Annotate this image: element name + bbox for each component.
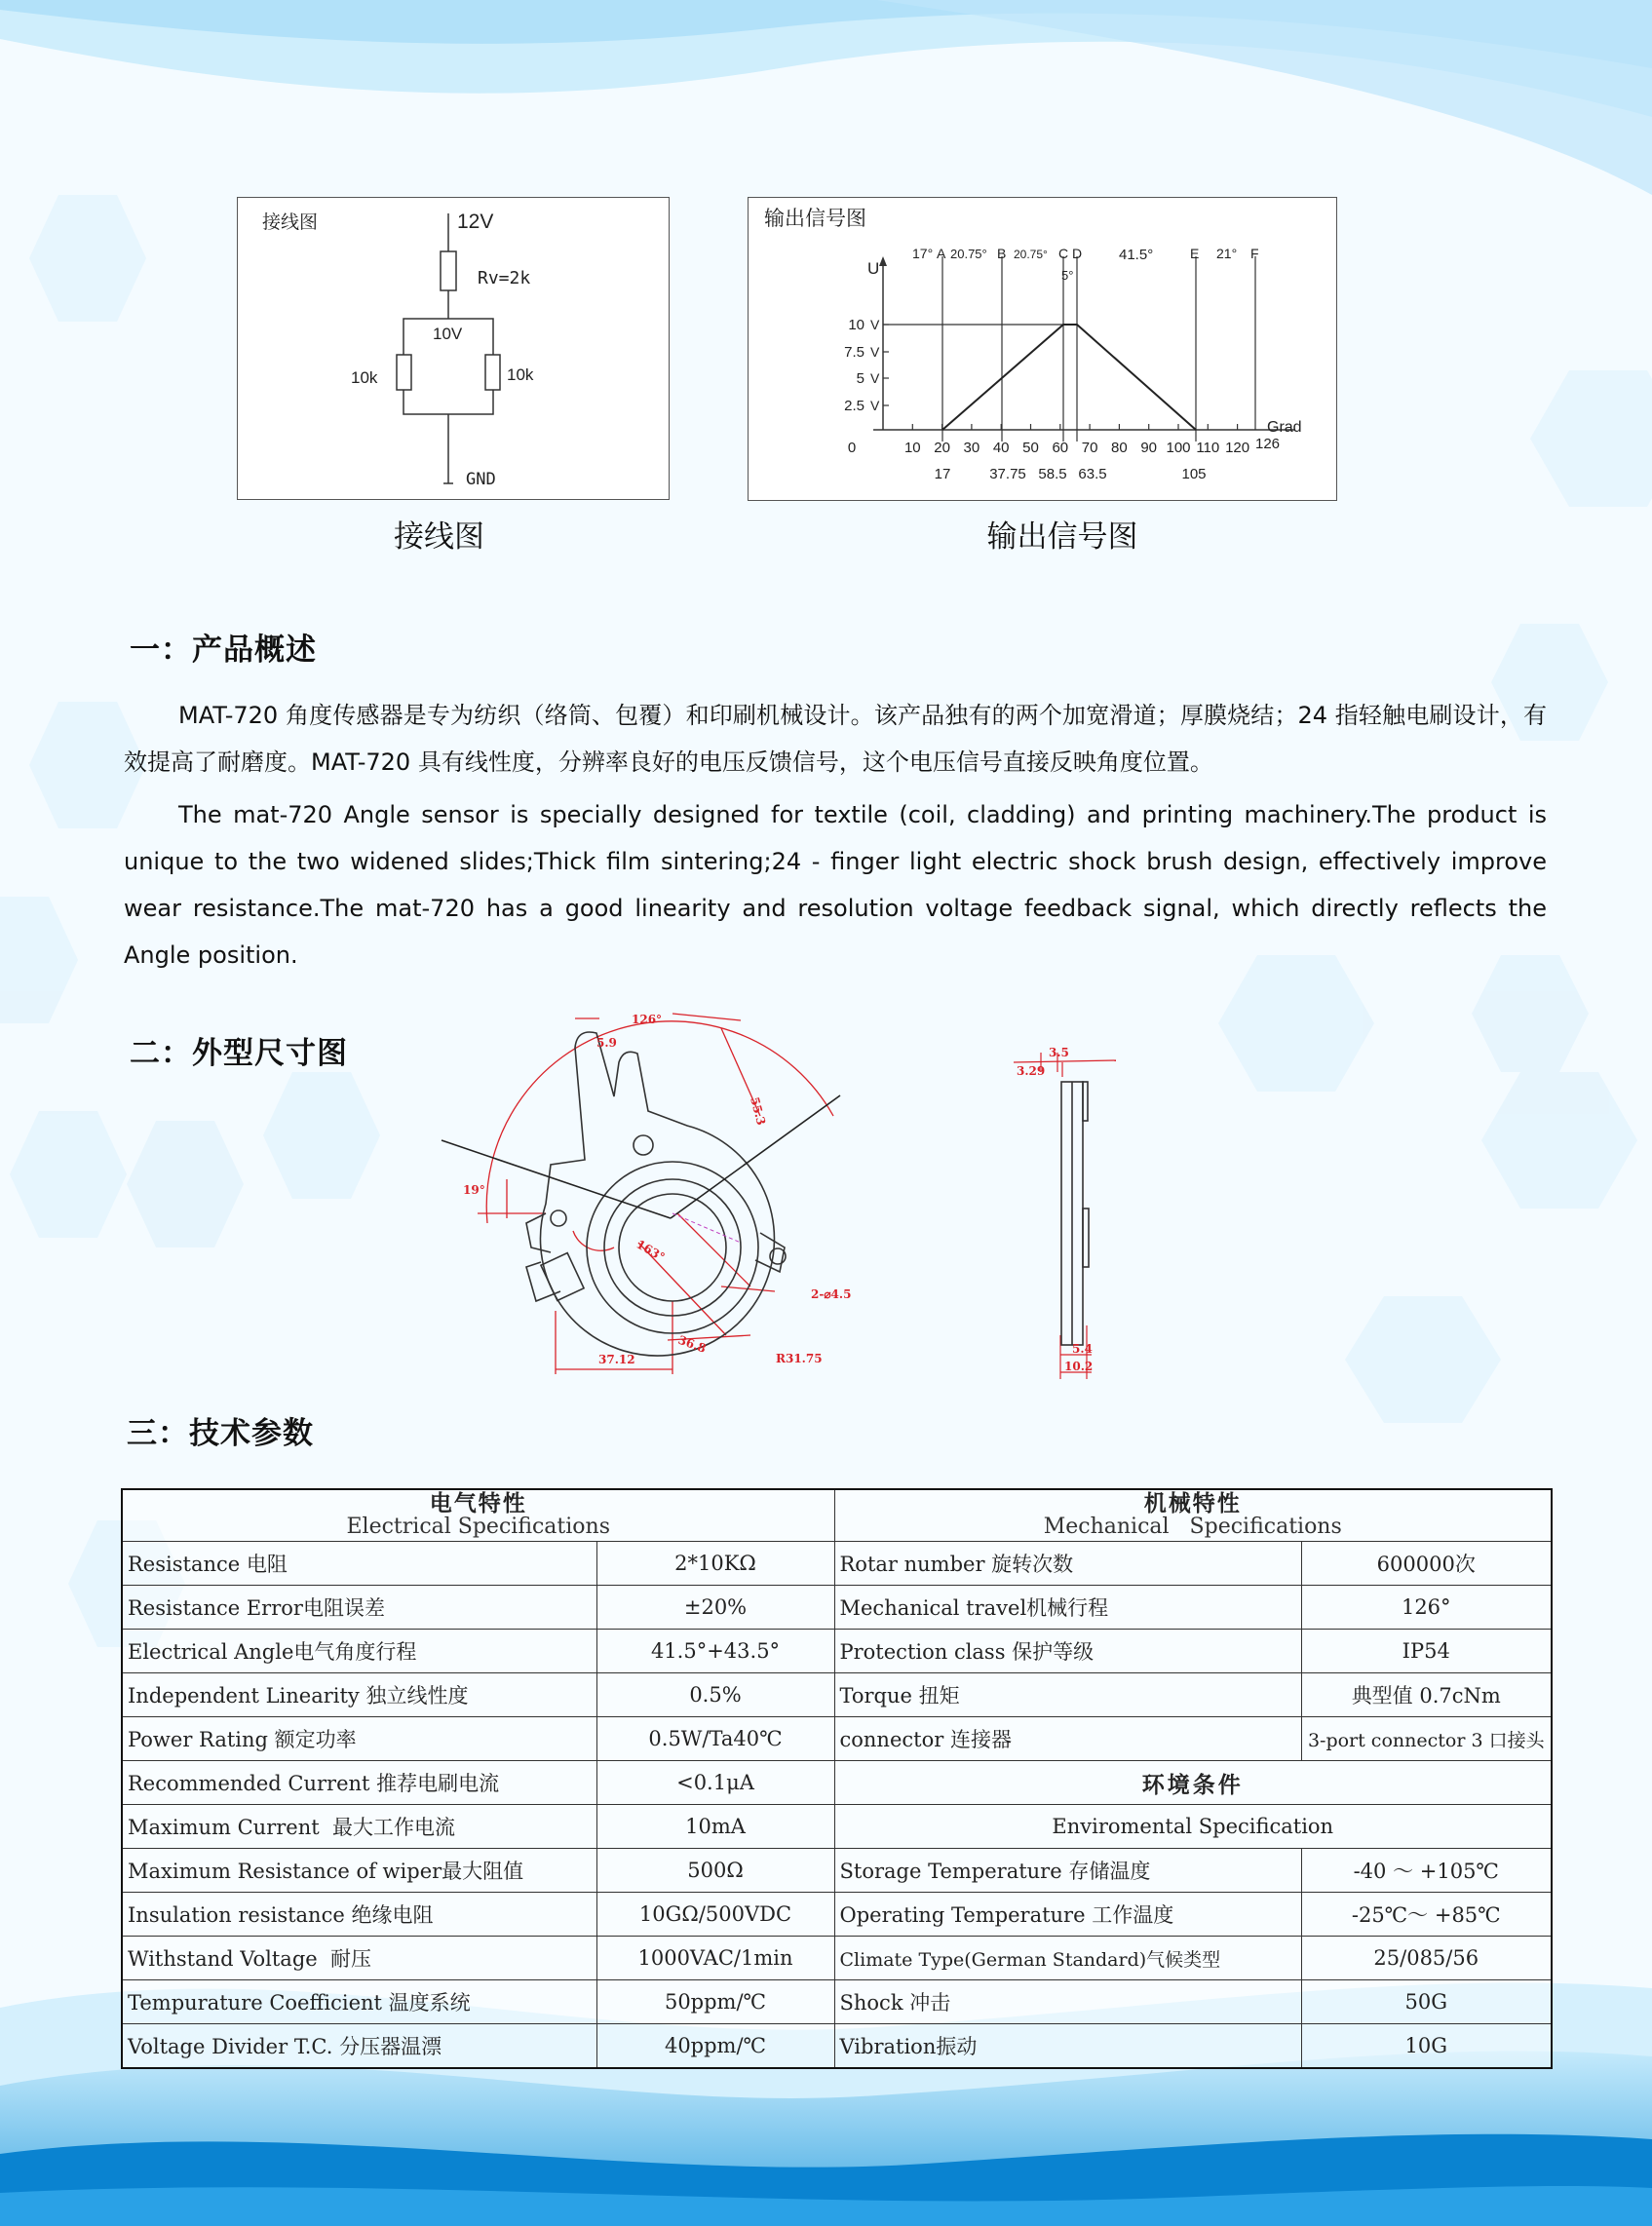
electrical-value: 1000VAC/1min xyxy=(596,1937,834,1980)
y-unit-5: V xyxy=(870,370,880,386)
y-tick-labels xyxy=(844,317,864,414)
section1-zh-text: MAT-720 角度传感器是专为纺织（络筒、包覆）和印刷机械设计。该产品独有的两个加宽滑道；厚膜烧结；24 指轻触电刷设计，有效提高了耐磨度。MAT-720 具有线性度，分辨率良好的电压反馈信号，这个电压信号直接反映角度位置。 xyxy=(124,702,1547,776)
dim-angle-top: 126° xyxy=(632,1013,663,1026)
environmental-label: Vibration振动 xyxy=(834,2024,1301,2069)
x-tick-100: 100 xyxy=(1166,440,1191,456)
section3-heading: 三：技术参数 xyxy=(127,1416,314,1451)
x-tick-60: 60 xyxy=(1052,440,1069,456)
mechanical-header-en: Mechanical Specifications xyxy=(1043,1515,1342,1539)
dim-angle-left: 19° xyxy=(463,1183,485,1197)
dim-radius-top: 55.3 xyxy=(748,1095,769,1128)
x-tick-70: 70 xyxy=(1081,440,1098,456)
side-dim-top: 3.5 xyxy=(1049,1046,1069,1059)
y-tick-10: 10 xyxy=(848,317,864,333)
side-dim-b1: 5.4 xyxy=(1072,1342,1093,1356)
mechanical-value: IP54 xyxy=(1301,1630,1552,1673)
electrical-label: Resistance 电阻 xyxy=(122,1542,596,1586)
x-tick-110: 110 xyxy=(1196,440,1220,456)
x-tick-0: 0 xyxy=(847,440,857,456)
label-a: A xyxy=(937,246,946,261)
x-tick-labels xyxy=(848,424,1249,456)
electrical-label: Recommended Current 推荐电刷电流 xyxy=(122,1761,596,1805)
environmental-value: 50G xyxy=(1301,1980,1552,2024)
table-row xyxy=(122,2024,1552,2069)
electrical-value: 500Ω xyxy=(596,1849,834,1893)
label-c: C xyxy=(1058,246,1069,261)
label-f: F xyxy=(1250,246,1259,261)
y-tick-5: 5 xyxy=(856,370,864,387)
mechanical-value: 典型值 0.7cNm xyxy=(1301,1673,1552,1717)
ground-label: GND xyxy=(466,470,496,489)
electrical-label: Withstand Voltage 耐压 xyxy=(122,1937,596,1980)
wiring-caption: 接线图 xyxy=(394,519,484,555)
y-unit-labels xyxy=(870,317,880,413)
signal-caption: 输出信号图 xyxy=(986,519,1138,555)
right-resistor-label: 10k xyxy=(507,365,534,384)
section2-heading: 二：外型尺寸图 xyxy=(130,1036,348,1071)
mechanical-label: Mechanical travel机械行程 xyxy=(834,1586,1301,1630)
table-row xyxy=(122,1630,1552,1673)
environmental-value: 10G xyxy=(1301,2024,1552,2069)
environmental-header-zh: 环境条件 xyxy=(834,1761,1552,1805)
y-tick-2-5: 2.5 xyxy=(844,398,864,414)
sensor-outline xyxy=(526,1032,786,1356)
table-row xyxy=(122,1673,1552,1717)
electrical-value: 40ppm/℃ xyxy=(596,2024,834,2069)
environmental-label: Storage Temperature 存储温度 xyxy=(834,1849,1301,1893)
environmental-value: 25/085/56 xyxy=(1301,1937,1552,1980)
marker-lines xyxy=(883,256,1255,441)
side-dimension-labels xyxy=(1017,1046,1093,1373)
side-dim-b2: 10.2 xyxy=(1064,1360,1094,1373)
wiring-box-title: 接线图 xyxy=(262,212,319,233)
dimension-drawing-side xyxy=(1014,1043,1121,1389)
section1-heading: 一：产品概述 xyxy=(130,633,317,668)
dim-radius: R31.75 xyxy=(776,1352,823,1365)
dimension-drawing-front xyxy=(429,1009,867,1384)
spec-table xyxy=(121,1488,1553,2069)
mechanical-label: Torque 扭矩 xyxy=(834,1673,1301,1717)
electrical-label: Independent Linearity 独立线性度 xyxy=(122,1673,596,1717)
signal-curve xyxy=(942,325,1196,430)
x-tick-20: 20 xyxy=(934,440,950,456)
mechanical-label: Protection class 保护等级 xyxy=(834,1630,1301,1673)
electrical-value: 41.5°+43.5° xyxy=(596,1630,834,1673)
label-a-angle: 17° xyxy=(912,246,934,261)
electrical-label: Maximum Resistance of wiper最大阻值 xyxy=(122,1849,596,1893)
electrical-value: 10GΩ/500VDC xyxy=(596,1893,834,1937)
left-resistor-label: 10k xyxy=(351,368,378,387)
y-unit-7-5: V xyxy=(870,344,880,360)
right-resistor xyxy=(485,355,500,390)
section1-en-text: The mat-720 Angle sensor is specially designed for textile (coil, cladding) and printing machinery.The product is unique to the two widened slides;Thick film sintering;24 - finger light electric shock brush design, effectively improve wear resistance.The mat-720 has a good linearity and resolution voltage feedback signal, which directly reflects the Angle position. xyxy=(124,801,1547,969)
mechanical-header-zh: 机械特性 xyxy=(1143,1490,1242,1516)
electrical-label: Tempurature Coefficient 温度系统 xyxy=(122,1980,596,2024)
environmental-value: -40 ～ +105℃ xyxy=(1301,1849,1552,1893)
x-tick-80: 80 xyxy=(1111,440,1128,456)
electrical-value: 50ppm/℃ xyxy=(596,1980,834,2024)
mark-37-75: 37.75 xyxy=(989,466,1026,482)
electrical-label: Resistance Error电阻误差 xyxy=(122,1586,596,1630)
section1-en-paragraph xyxy=(124,791,1547,979)
y-tick-7-5: 7.5 xyxy=(844,344,864,361)
output-signal-diagram xyxy=(748,197,1337,501)
dim-center: 36.8 xyxy=(675,1332,709,1356)
signal-below-marks xyxy=(935,466,1207,482)
signal-box-title: 输出信号图 xyxy=(764,208,866,230)
mechanical-label: connector 连接器 xyxy=(834,1717,1301,1761)
electrical-label: Voltage Divider T.C. 分压器温漂 xyxy=(122,2024,596,2069)
dim-width-bottom: 37.12 xyxy=(598,1353,635,1366)
mark-63-5: 63.5 xyxy=(1078,466,1107,482)
label-d: D xyxy=(1072,246,1083,261)
table-row xyxy=(122,1542,1552,1586)
mechanical-header xyxy=(834,1489,1552,1542)
table-row xyxy=(122,1937,1552,1980)
spec-header-row xyxy=(122,1489,1552,1542)
rv-label: Rv=2k xyxy=(478,268,531,288)
table-row xyxy=(122,1893,1552,1937)
label-gap: 5° xyxy=(1061,268,1074,283)
y-axis-label: U xyxy=(867,259,880,278)
label-b: B xyxy=(997,246,1007,261)
rv-resistor xyxy=(441,251,456,290)
section1-zh-paragraph xyxy=(124,692,1547,786)
electrical-value: 10mA xyxy=(596,1805,834,1849)
x-axis-label: Grad xyxy=(1267,419,1302,436)
environmental-label: Operating Temperature 工作温度 xyxy=(834,1893,1301,1937)
mechanical-value: 600000次 xyxy=(1301,1542,1552,1586)
left-resistor xyxy=(397,355,411,390)
electrical-label: Insulation resistance 绝缘电阻 xyxy=(122,1893,596,1937)
electrical-value: 0.5W/Ta40℃ xyxy=(596,1717,834,1761)
mechanical-value: 3-port connector 3 口接头 xyxy=(1301,1717,1552,1761)
x-tick-90: 90 xyxy=(1140,440,1158,456)
electrical-value: ±20% xyxy=(596,1586,834,1630)
side-profile xyxy=(1061,1082,1089,1345)
label-cd-angle: 20.75° xyxy=(1014,248,1048,261)
environmental-label: Climate Type(German Standard)气候类型 xyxy=(834,1937,1301,1980)
side-dim-left: 3.29 xyxy=(1017,1064,1046,1078)
environmental-label: Shock 冲击 xyxy=(834,1980,1301,2024)
electrical-header-en: Electrical Specifications xyxy=(346,1515,611,1539)
electrical-label: Electrical Angle电气角度行程 xyxy=(122,1630,596,1673)
environmental-value: -25℃～ +85℃ xyxy=(1301,1893,1552,1937)
electrical-label: Maximum Current 最大工作电流 xyxy=(122,1805,596,1849)
wiring-diagram xyxy=(237,197,670,500)
table-row xyxy=(122,1761,1552,1805)
electrical-value: 2*10KΩ xyxy=(596,1542,834,1586)
mark-105: 105 xyxy=(1181,466,1207,482)
electrical-header xyxy=(122,1489,834,1542)
y-unit-10: V xyxy=(870,317,880,332)
table-row xyxy=(122,1586,1552,1630)
mechanical-label: Rotar number 旋转次数 xyxy=(834,1542,1301,1586)
label-e: E xyxy=(1190,246,1200,261)
signal-top-labels xyxy=(912,246,1259,283)
label-b-angle: 20.75° xyxy=(950,247,987,261)
x-tick-50: 50 xyxy=(1022,440,1039,456)
electrical-label: Power Rating 额定功率 xyxy=(122,1717,596,1761)
mark-17: 17 xyxy=(934,466,951,482)
environmental-header-en: Enviromental Specification xyxy=(834,1805,1552,1849)
x-tick-30: 30 xyxy=(963,440,980,456)
electrical-header-zh: 电气特性 xyxy=(429,1490,527,1516)
dim-hole: 2-⌀4.5 xyxy=(811,1287,852,1301)
mid-voltage-label: 10V xyxy=(433,325,463,343)
label-f-angle: 21° xyxy=(1216,246,1238,261)
table-row xyxy=(122,1849,1552,1893)
electrical-value: <0.1μA xyxy=(596,1761,834,1805)
table-row xyxy=(122,1805,1552,1849)
table-row xyxy=(122,1717,1552,1761)
dim-slot: 5.9 xyxy=(596,1036,617,1050)
dim-angle-inner: 163° xyxy=(634,1237,668,1265)
y-unit-2-5: V xyxy=(870,398,880,413)
x-tick-40: 40 xyxy=(992,440,1010,456)
mark-58-5: 58.5 xyxy=(1038,466,1067,482)
electrical-value: 0.5% xyxy=(596,1673,834,1717)
supply-voltage-label: 12V xyxy=(457,211,494,233)
x-tick-10: 10 xyxy=(903,440,921,456)
label-e-angle: 41.5° xyxy=(1119,247,1154,263)
mechanical-value: 126° xyxy=(1301,1586,1552,1630)
x-tick-120: 120 xyxy=(1225,440,1250,456)
table-row xyxy=(122,1980,1552,2024)
x-end-label: 126 xyxy=(1255,436,1281,452)
